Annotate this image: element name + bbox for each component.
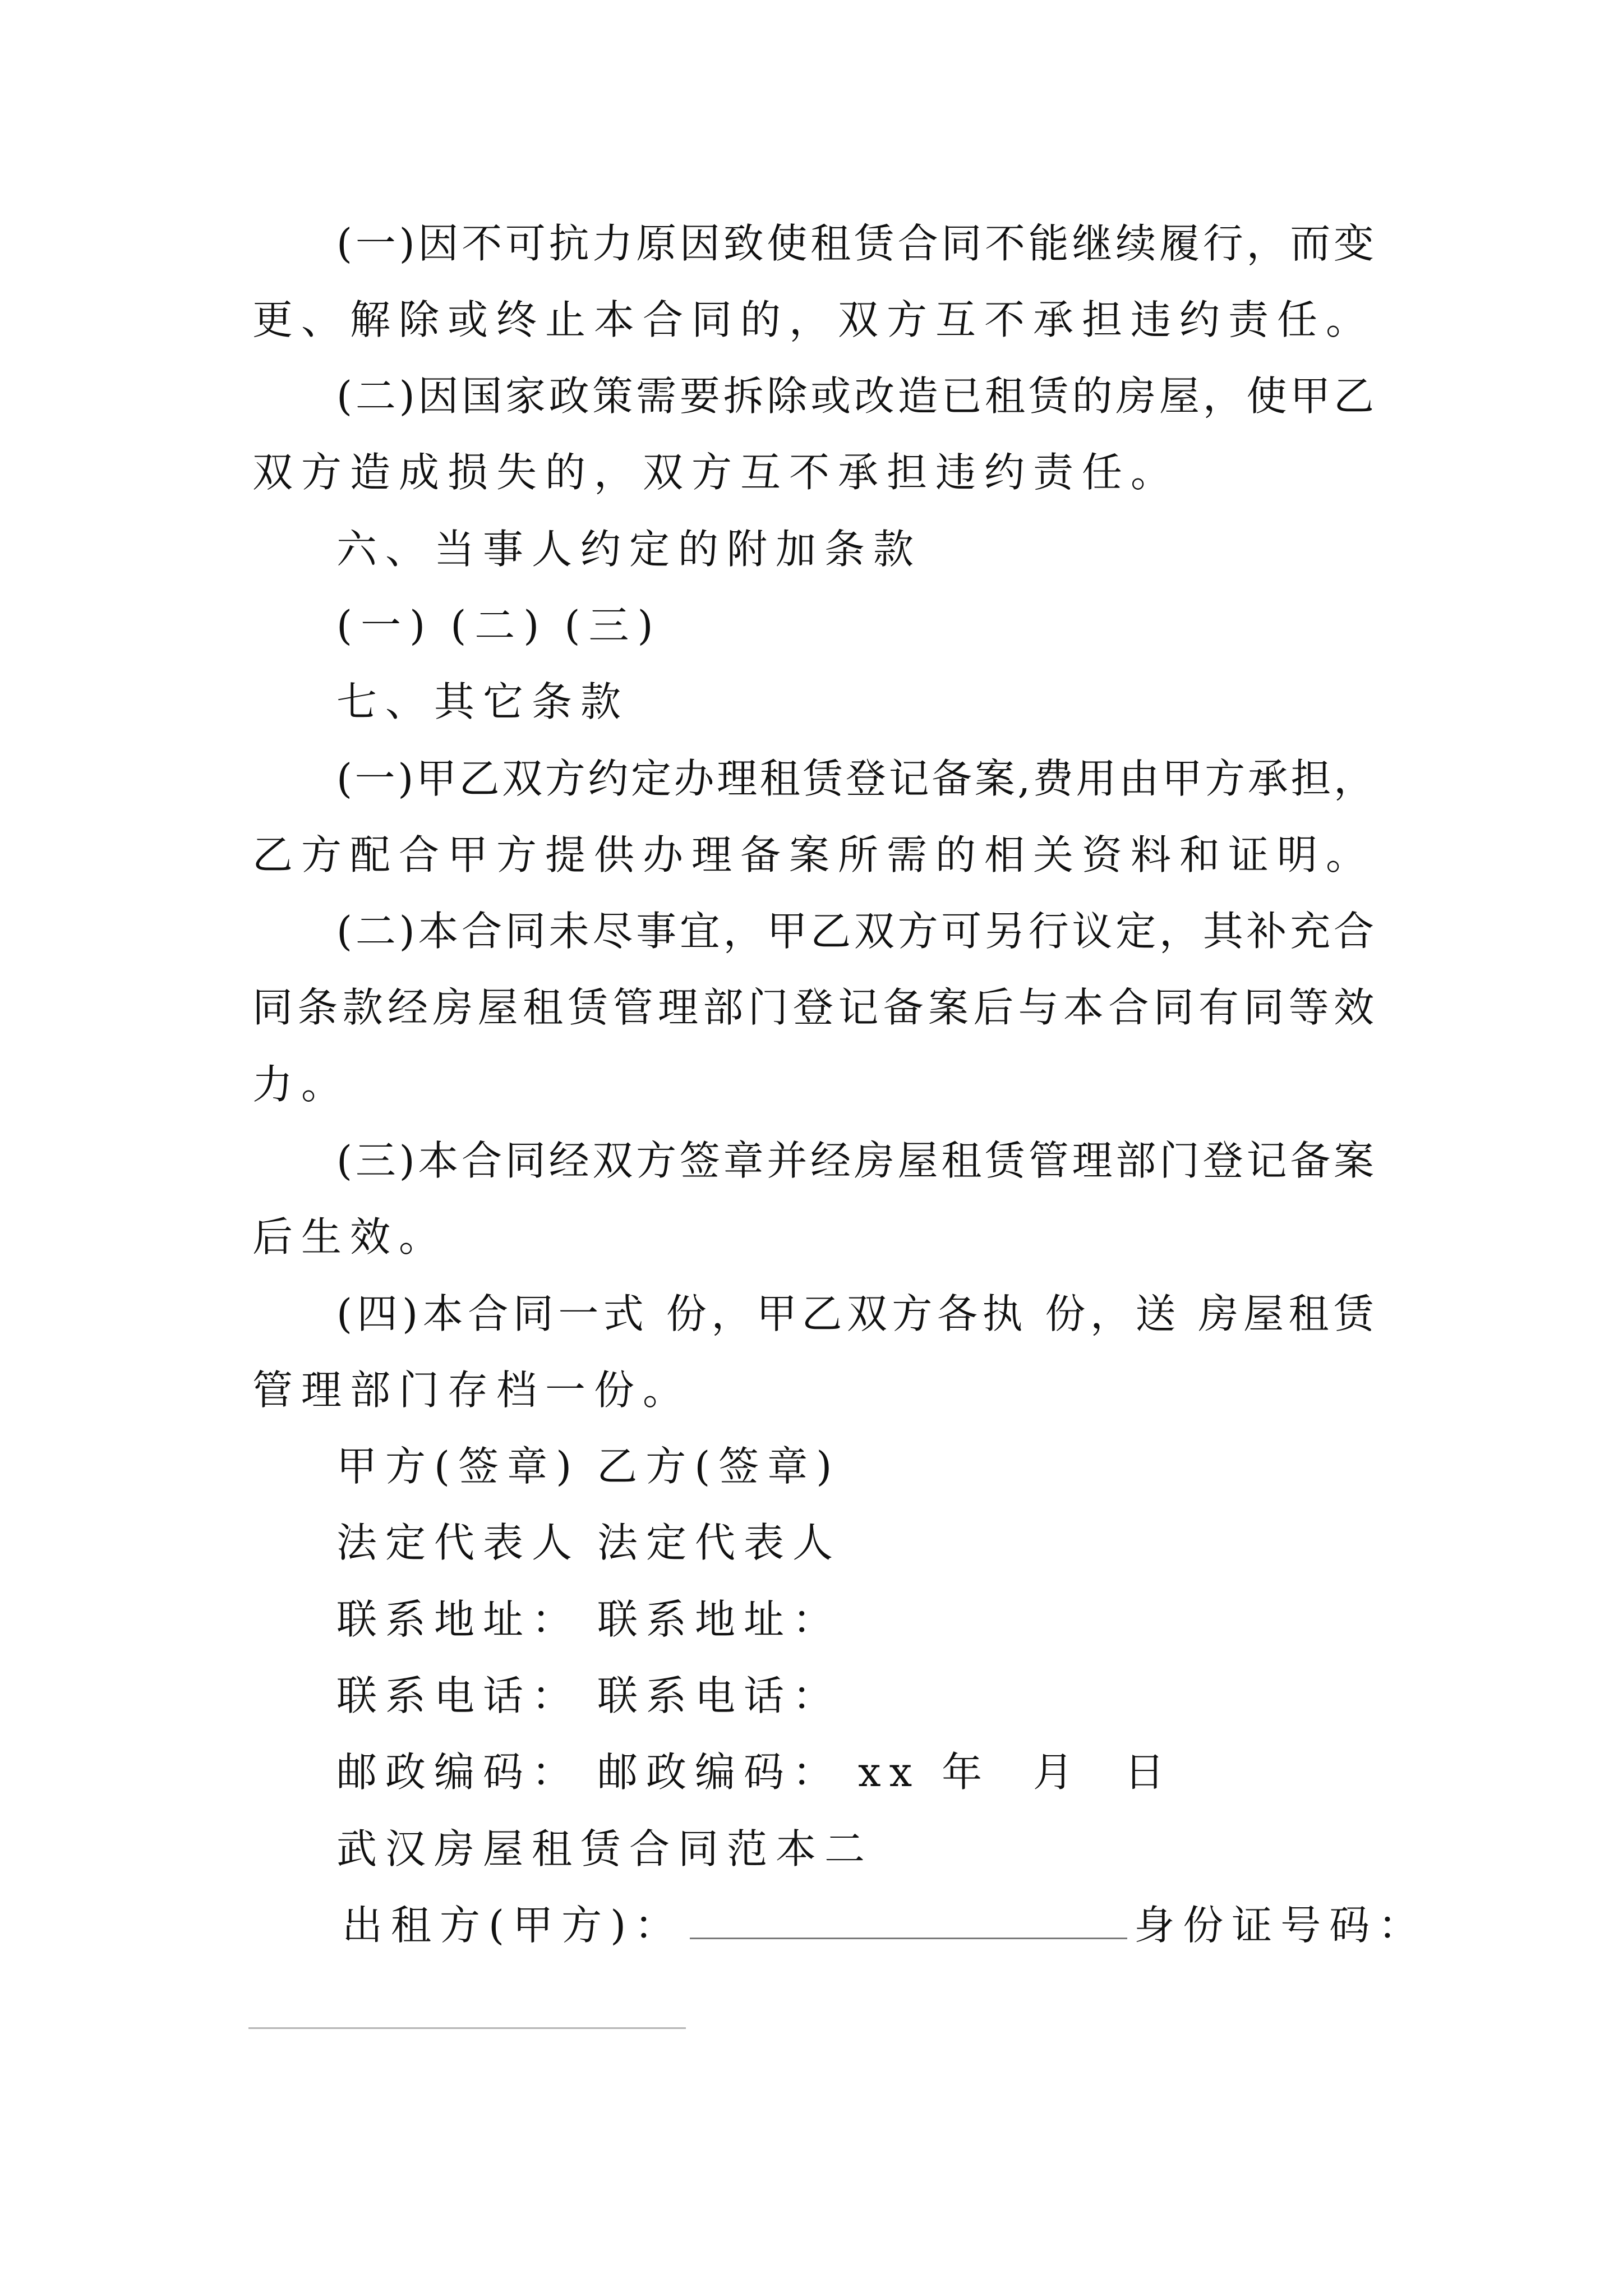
party-b-seal: 乙方(签章) [597, 1443, 841, 1490]
section7-heading: 七、其它条款 [336, 678, 630, 725]
signature-phones [336, 1669, 841, 1723]
section7-item2-line1: (二)本合同未尽事宜，甲乙双方可另行议定，其补充合 [336, 908, 1374, 955]
party-a-phone-label: 联系电话： [336, 1672, 581, 1719]
signature-postcodes [336, 1745, 1173, 1799]
signature-parties [336, 1439, 840, 1493]
party-a-address-label: 联系地址： [336, 1596, 581, 1643]
lessor-label: 出租方(甲方)： [342, 1902, 684, 1949]
section7-item4-line1: (四)本合同一式 份，甲乙双方各执 份，送 房屋租赁 [336, 1290, 1374, 1337]
party-a-postcode-label: 邮政编码： [336, 1749, 581, 1796]
section6-item: (一) [336, 602, 434, 649]
section6-item: (二) [450, 602, 548, 649]
section7-item1-line1: (一)甲乙双方约定办理租赁登记备案,费用由甲方承担， [336, 755, 1374, 802]
party-b-address-label: 联系地址： [597, 1596, 842, 1643]
party-b-postcode-label: 邮政编码： [597, 1749, 842, 1796]
lessor-line [342, 1898, 1427, 1952]
signing-date: xx 年 月 日 [858, 1749, 1173, 1796]
clause-policy-line2: 双方造成损失的，双方互不承担违约责任。 [252, 449, 1180, 496]
section7-item1-line2: 乙方配合甲方提供办理备案所需的相关资料和证明。 [252, 831, 1375, 878]
section7-item3-line2: 后生效。 [252, 1213, 448, 1260]
section6-heading: 六、当事人约定的附加条款 [336, 526, 923, 573]
signature-representatives [336, 1516, 841, 1570]
section7-item2-line3: 力。 [252, 1061, 351, 1108]
footnote-divider [248, 2027, 686, 2029]
clause-force-majeure-line2: 更、解除或终止本合同的，双方互不承担违约责任。 [252, 296, 1375, 343]
id-number-label: 身份证号码： [1134, 1902, 1427, 1949]
lessor-name-blank [690, 1898, 1127, 1939]
party-a-seal: 甲方(签章) [336, 1443, 580, 1490]
section7-item2-line2: 同条款经房屋租赁管理部门登记备案后与本合同有同等效 [252, 984, 1374, 1031]
clause-force-majeure-line1: (一)因不可抗力原因致使租赁合同不能继续履行，而变 [336, 220, 1374, 267]
section7-item4-line2: 管理部门存档一份。 [252, 1366, 692, 1414]
party-b-phone-label: 联系电话： [597, 1672, 842, 1719]
party-b-representative: 法定代表人 [597, 1519, 842, 1566]
next-contract-title: 武汉房屋租赁合同范本二 [336, 1825, 874, 1872]
party-a-representative: 法定代表人 [336, 1519, 581, 1566]
section6-item: (三) [564, 602, 662, 649]
section7-item3-line1: (三)本合同经双方签章并经房屋租赁管理部门登记备案 [336, 1137, 1374, 1184]
clause-policy-line1: (二)因国家政策需要拆除或改造已租赁的房屋，使甲乙 [336, 372, 1374, 420]
signature-addresses [336, 1593, 841, 1646]
section6-items [336, 599, 662, 652]
